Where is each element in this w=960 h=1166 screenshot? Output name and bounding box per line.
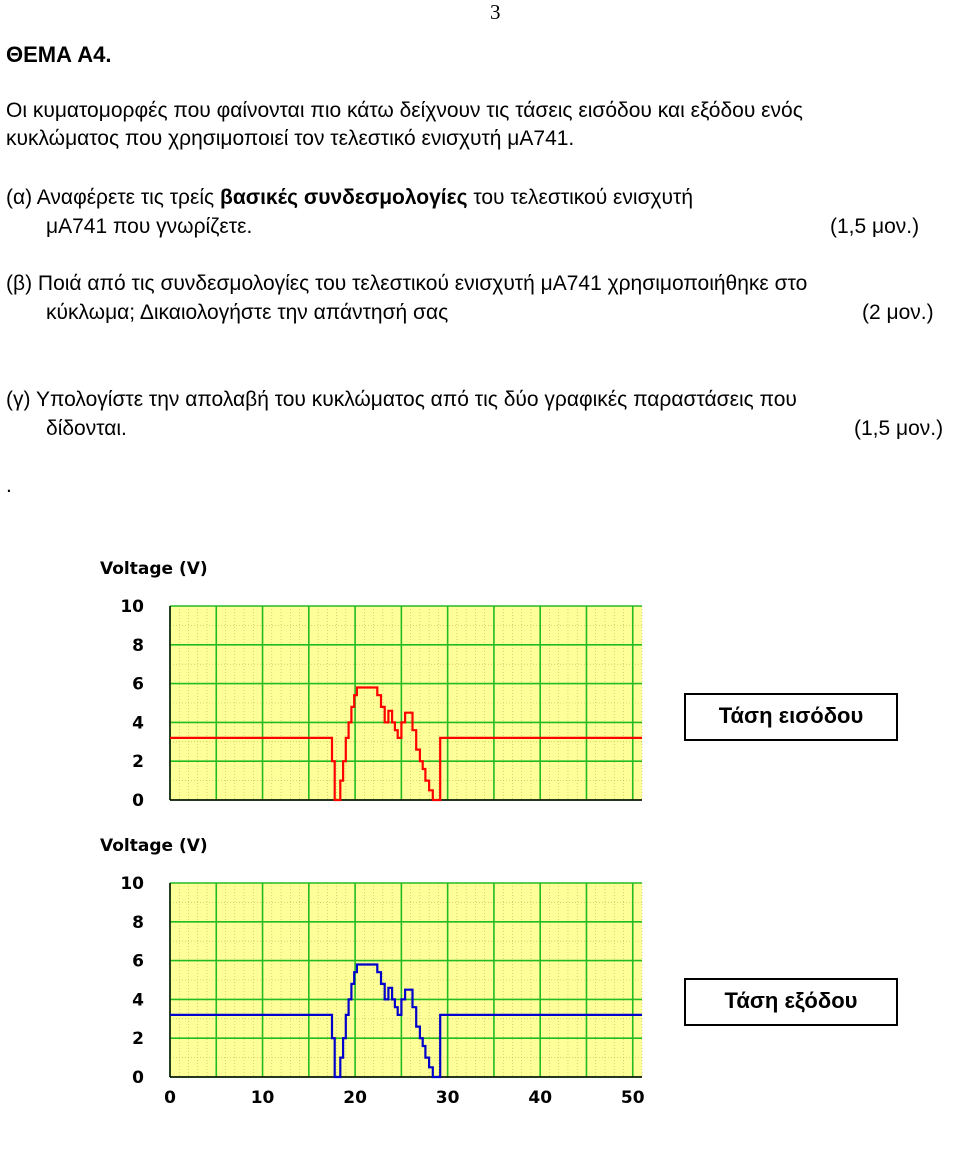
x-tick-label: 30 [435, 1088, 460, 1108]
x-tick-label: 50 [620, 1088, 645, 1108]
intro-line-2: κυκλώματος που χρησιμοποιεί τον τελεστικό ενισχυτή μA741. [6, 127, 575, 150]
chart-output [100, 836, 645, 1108]
y-tick-label: 4 [132, 990, 144, 1011]
question-c-points: (1,5 μον.) [854, 417, 944, 440]
x-tick-label: 40 [528, 1088, 553, 1108]
y-tick-label: 0 [132, 1068, 144, 1088]
question-c-line-2: δίδονται. [46, 417, 127, 440]
y-tick-label: 2 [132, 1029, 144, 1050]
question-a-line-1 [6, 184, 693, 212]
output-voltage-label: Τάση εξόδου [684, 978, 898, 1026]
y-tick-label: 6 [132, 674, 144, 695]
waveform-charts-svg [60, 538, 960, 1161]
y-tick-label: 8 [132, 635, 144, 656]
section-heading: ΘΕΜΑ Α4. [6, 42, 112, 67]
x-tick-label: 20 [343, 1088, 367, 1108]
waveform-figure [60, 538, 960, 1161]
question-a-points: (1,5 μον.) [830, 215, 920, 238]
y-tick-label: 8 [132, 912, 144, 933]
x-tick-label: 10 [250, 1088, 275, 1108]
question-b-line-1: (β) Ποιά από τις συνδεσμολογίες του τελεστικού ενισχυτή μA741 χρησιμοποιήθηκε στο [6, 272, 808, 295]
y-tick-label: 10 [120, 874, 144, 894]
y-tick-label: 0 [132, 791, 144, 811]
question-a-bold: βασικές συνδεσμολογίες [220, 186, 468, 209]
intro-line-1: Οι κυματομορφές που φαίνονται πιο κάτω δείχνουν τις τάσεις εισόδου και εξόδου ενός [6, 99, 803, 122]
x-tick-label: 0 [164, 1088, 176, 1108]
question-a-line-2: μA741 που γνωρίζετε. [46, 215, 253, 238]
plot-background [170, 883, 642, 1077]
page-number: 3 [490, 0, 501, 24]
question-a-prefix: (α) Αναφέρετε τις τρείς [6, 186, 220, 209]
y-axis-label: Voltage (V) [100, 836, 208, 856]
plot-background [170, 606, 642, 800]
y-axis-label: Voltage (V) [100, 559, 208, 579]
y-tick-label: 6 [132, 951, 144, 972]
question-b-points: (2 μον.) [862, 301, 934, 324]
question-b-line-2: κύκλωμα; Δικαιολογήστε την απάντησή σας [46, 301, 449, 324]
y-tick-label: 4 [132, 713, 144, 734]
y-tick-label: 10 [120, 597, 144, 617]
stray-dot: . [6, 474, 12, 497]
question-a-suffix: του τελεστικού ενισχυτή [467, 186, 694, 209]
y-tick-label: 2 [132, 752, 144, 773]
question-c-line-1: (γ) Υπολογίστε την απολαβή του κυκλώματος από τις δύο γραφικές παραστάσεις που [6, 388, 797, 411]
input-voltage-label: Τάση εισόδου [684, 693, 898, 741]
chart-input [100, 559, 642, 811]
